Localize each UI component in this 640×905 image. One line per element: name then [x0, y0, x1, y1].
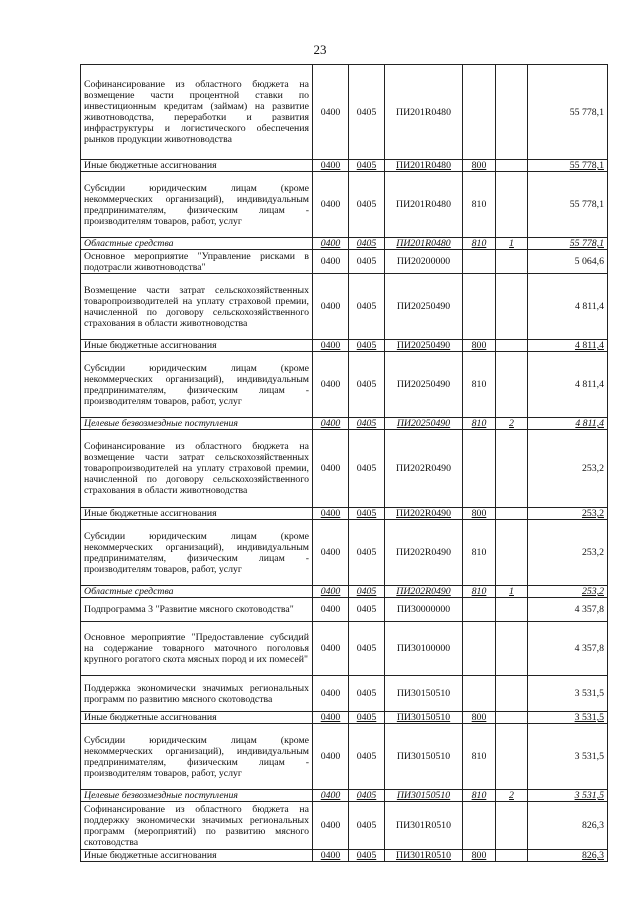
row-description: Субсидии юридическим лицам (кроме некоммерческих организаций), индивидуальным предпринимателям, физическим лицам - производителям товаров, работ, услуг [81, 172, 313, 238]
target-article-code: ПИ20250490 [385, 274, 463, 340]
target-article-code: ПИ201R0480 [385, 172, 463, 238]
target-article-code: ПИ20200000 [385, 250, 463, 274]
row-description: Основное мероприятие "Управление рисками в подотрасли животноводства" [81, 250, 313, 274]
amount: 4 811,4 [528, 340, 608, 352]
amount: 3 531,5 [528, 724, 608, 790]
expense-type-code: 800 [463, 850, 496, 862]
amount: 253,2 [528, 430, 608, 508]
subsection-code: 0405 [349, 622, 385, 676]
target-article-code: ПИ30150510 [385, 790, 463, 802]
amount: 5 064,6 [528, 250, 608, 274]
amount: 4 811,4 [528, 418, 608, 430]
subsection-code: 0405 [349, 172, 385, 238]
subsection-code: 0405 [349, 850, 385, 862]
row-description: Субсидии юридическим лицам (кроме некоммерческих организаций), индивидуальным предпринимателям, физическим лицам - производителям товаров, работ, услуг [81, 352, 313, 418]
funding-source-code [496, 508, 528, 520]
row-description: Областные средства [81, 238, 313, 250]
subsection-code: 0405 [349, 508, 385, 520]
amount: 826,3 [528, 802, 608, 850]
section-code: 0400 [313, 274, 349, 340]
table-row [81, 430, 608, 508]
subsection-code: 0405 [349, 352, 385, 418]
subsection-code: 0405 [349, 250, 385, 274]
target-article-code: ПИ201R0480 [385, 65, 463, 160]
subsection-code: 0405 [349, 712, 385, 724]
table-row [81, 160, 608, 172]
section-code: 0400 [313, 724, 349, 790]
funding-source-code: 2 [496, 790, 528, 802]
section-code: 0400 [313, 418, 349, 430]
budget-table [80, 64, 608, 862]
expense-type-code [463, 274, 496, 340]
expense-type-code: 810 [463, 724, 496, 790]
table-row [81, 622, 608, 676]
row-description: Областные средства [81, 586, 313, 598]
section-code: 0400 [313, 850, 349, 862]
section-code: 0400 [313, 802, 349, 850]
amount: 55 778,1 [528, 160, 608, 172]
section-code: 0400 [313, 790, 349, 802]
subsection-code: 0405 [349, 790, 385, 802]
target-article-code: ПИ20250490 [385, 340, 463, 352]
row-description: Иные бюджетные ассигнования [81, 712, 313, 724]
table-row [81, 724, 608, 790]
expense-type-code: 810 [463, 352, 496, 418]
subsection-code: 0405 [349, 238, 385, 250]
target-article-code: ПИ201R0480 [385, 238, 463, 250]
page-number: 23 [313, 42, 327, 57]
table-row [81, 340, 608, 352]
expense-type-code [463, 430, 496, 508]
section-code: 0400 [313, 340, 349, 352]
subsection-code: 0405 [349, 340, 385, 352]
subsection-code: 0405 [349, 430, 385, 508]
target-article-code: ПИ201R0480 [385, 160, 463, 172]
expense-type-code: 800 [463, 340, 496, 352]
expense-type-code [463, 802, 496, 850]
target-article-code: ПИ202R0490 [385, 520, 463, 586]
amount: 55 778,1 [528, 238, 608, 250]
funding-source-code [496, 160, 528, 172]
section-code: 0400 [313, 586, 349, 598]
subsection-code: 0405 [349, 160, 385, 172]
funding-source-code [496, 724, 528, 790]
funding-source-code: 1 [496, 586, 528, 598]
amount: 253,2 [528, 508, 608, 520]
funding-source-code [496, 274, 528, 340]
row-description: Иные бюджетные ассигнования [81, 850, 313, 862]
funding-source-code [496, 850, 528, 862]
target-article-code: ПИ20250490 [385, 418, 463, 430]
funding-source-code [496, 676, 528, 712]
section-code: 0400 [313, 352, 349, 418]
expense-type-code: 810 [463, 172, 496, 238]
section-code: 0400 [313, 430, 349, 508]
expense-type-code: 810 [463, 586, 496, 598]
amount: 253,2 [528, 586, 608, 598]
row-description: Основное мероприятие "Предоставление субсидий на содержание товарного маточного поголовья крупного рогатого скота мясных пород и их помесей" [81, 622, 313, 676]
expense-type-code: 810 [463, 790, 496, 802]
row-description: Целевые безвозмездные поступления [81, 790, 313, 802]
amount: 826,3 [528, 850, 608, 862]
row-description: Возмещение части затрат сельскохозяйственных товаропроизводителей на уплату страховой премии, начисленной по договору сельскохозяйственного страхования в области животноводства [81, 274, 313, 340]
section-code: 0400 [313, 508, 349, 520]
expense-type-code: 800 [463, 712, 496, 724]
table-row [81, 172, 608, 238]
row-description: Поддержка экономически значимых региональных программ по развитию мясного скотоводства [81, 676, 313, 712]
funding-source-code [496, 430, 528, 508]
funding-source-code [496, 250, 528, 274]
funding-source-code [496, 352, 528, 418]
section-code: 0400 [313, 172, 349, 238]
section-code: 0400 [313, 598, 349, 622]
subsection-code: 0405 [349, 520, 385, 586]
amount: 4 811,4 [528, 274, 608, 340]
table-row [81, 65, 608, 160]
target-article-code: ПИ301R0510 [385, 850, 463, 862]
target-article-code: ПИ20250490 [385, 352, 463, 418]
funding-source-code [496, 65, 528, 160]
funding-source-code [496, 712, 528, 724]
amount: 4 811,4 [528, 352, 608, 418]
amount: 4 357,8 [528, 598, 608, 622]
row-description: Субсидии юридическим лицам (кроме некоммерческих организаций), индивидуальным предпринимателям, физическим лицам - производителям товаров, работ, услуг [81, 724, 313, 790]
table-row [81, 508, 608, 520]
expense-type-code [463, 676, 496, 712]
target-article-code: ПИ202R0490 [385, 586, 463, 598]
amount: 253,2 [528, 520, 608, 586]
table-row [81, 250, 608, 274]
target-article-code: ПИ30000000 [385, 598, 463, 622]
target-article-code: ПИ30150510 [385, 676, 463, 712]
target-article-code: ПИ30150510 [385, 712, 463, 724]
table-row [81, 676, 608, 712]
section-code: 0400 [313, 160, 349, 172]
funding-source-code: 1 [496, 238, 528, 250]
subsection-code: 0405 [349, 586, 385, 598]
subsection-code: 0405 [349, 598, 385, 622]
expense-type-code [463, 65, 496, 160]
section-code: 0400 [313, 676, 349, 712]
section-code: 0400 [313, 65, 349, 160]
row-description: Софинансирование из областного бюджета на возмещение части процентной ставки по инвестиционным кредитам (займам) на развитие животноводства, переработки и развития инфраструктуры и логистического обеспечения рынков продукции животноводства [81, 65, 313, 160]
funding-source-code [496, 172, 528, 238]
section-code: 0400 [313, 622, 349, 676]
funding-source-code: 2 [496, 418, 528, 430]
subsection-code: 0405 [349, 676, 385, 712]
funding-source-code [496, 598, 528, 622]
amount: 3 531,5 [528, 676, 608, 712]
funding-source-code [496, 802, 528, 850]
table-row [81, 790, 608, 802]
row-description: Софинансирование из областного бюджета на поддержку экономически значимых региональных программ (мероприятий) по развитию мясного скотоводства [81, 802, 313, 850]
row-description: Субсидии юридическим лицам (кроме некоммерческих организаций), индивидуальным предпринимателям, физическим лицам - производителям товаров, работ, услуг [81, 520, 313, 586]
section-code: 0400 [313, 712, 349, 724]
funding-source-code [496, 340, 528, 352]
target-article-code: ПИ30100000 [385, 622, 463, 676]
amount: 3 531,5 [528, 712, 608, 724]
table-row [81, 586, 608, 598]
table-row [81, 598, 608, 622]
funding-source-code [496, 622, 528, 676]
row-description: Иные бюджетные ассигнования [81, 508, 313, 520]
amount: 55 778,1 [528, 172, 608, 238]
target-article-code: ПИ301R0510 [385, 802, 463, 850]
table-body [81, 65, 608, 862]
subsection-code: 0405 [349, 274, 385, 340]
expense-type-code: 810 [463, 238, 496, 250]
row-description: Иные бюджетные ассигнования [81, 340, 313, 352]
expense-type-code: 800 [463, 160, 496, 172]
expense-type-code [463, 622, 496, 676]
table-row [81, 274, 608, 340]
amount: 3 531,5 [528, 790, 608, 802]
expense-type-code [463, 598, 496, 622]
subsection-code: 0405 [349, 802, 385, 850]
expense-type-code [463, 250, 496, 274]
row-description: Иные бюджетные ассигнования [81, 160, 313, 172]
table-row [81, 238, 608, 250]
target-article-code: ПИ202R0490 [385, 430, 463, 508]
funding-source-code [496, 520, 528, 586]
subsection-code: 0405 [349, 724, 385, 790]
target-article-code: ПИ202R0490 [385, 508, 463, 520]
table-row [81, 418, 608, 430]
table-row [81, 850, 608, 862]
expense-type-code: 810 [463, 418, 496, 430]
amount: 4 357,8 [528, 622, 608, 676]
row-description: Софинансирование из областного бюджета на возмещение части затрат сельскохозяйственных товаропроизводителей на уплату страховой премии, начисленной по договору сельскохозяйственного страхования в области животноводства [81, 430, 313, 508]
subsection-code: 0405 [349, 418, 385, 430]
target-article-code: ПИ30150510 [385, 724, 463, 790]
section-code: 0400 [313, 520, 349, 586]
section-code: 0400 [313, 250, 349, 274]
table-row [81, 712, 608, 724]
table-row [81, 352, 608, 418]
table-row [81, 520, 608, 586]
row-description: Целевые безвозмездные поступления [81, 418, 313, 430]
expense-type-code: 800 [463, 508, 496, 520]
row-description: Подпрограмма 3 "Развитие мясного скотоводства" [81, 598, 313, 622]
table-row [81, 802, 608, 850]
expense-type-code: 810 [463, 520, 496, 586]
section-code: 0400 [313, 238, 349, 250]
amount: 55 778,1 [528, 65, 608, 160]
subsection-code: 0405 [349, 65, 385, 160]
